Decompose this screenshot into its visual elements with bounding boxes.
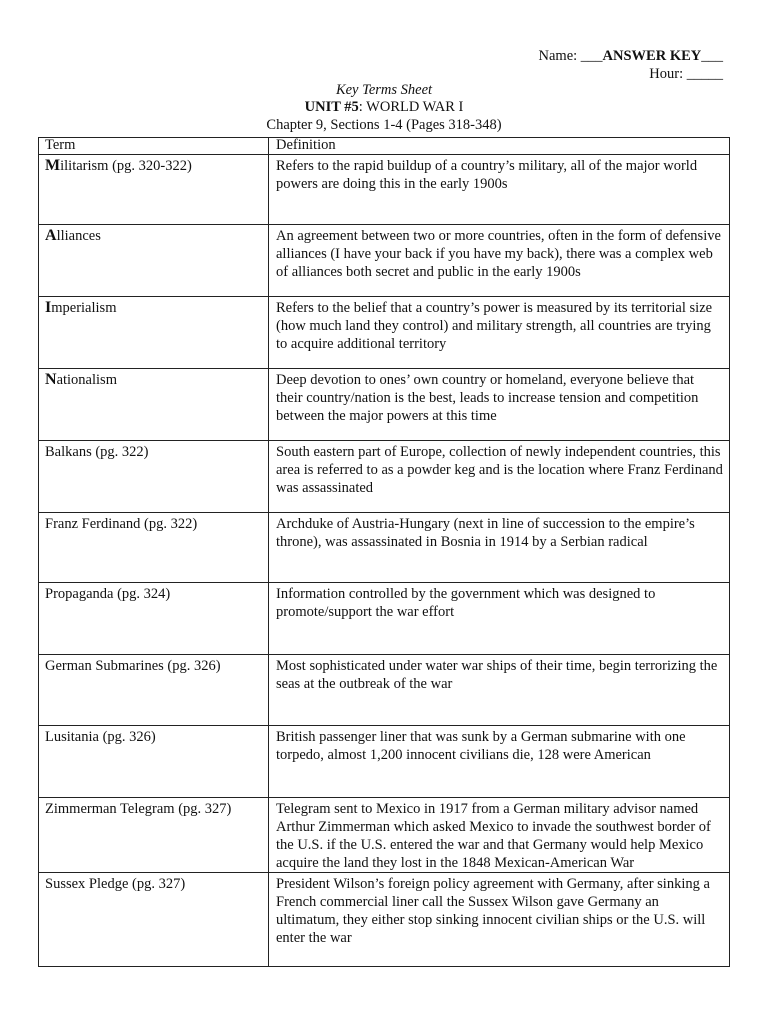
term-text: Zimmerman Telegram (pg. 327) <box>45 801 232 817</box>
name-line <box>539 47 723 65</box>
term-text: Lusitania (pg. 326) <box>45 729 156 745</box>
definition-cell: Refers to the belief that a country’s power is measured by its territorial size (how much land they control) and military strength, all countries are trying to acquire additional territory <box>269 297 730 369</box>
term-text: ationalism <box>56 372 117 388</box>
definition-cell: Telegram sent to Mexico in 1917 from a German military advisor named Arthur Zimmerman which asked Mexico to invade the southwest border of the U.S. if the U.S. entered the war and that Germany would help Mexico acquire the land they lost in the 1848 Mexican-American War <box>269 798 730 873</box>
definition-cell: President Wilson’s foreign policy agreement with Germany, after sinking a French commercial liner call the Sussex Wilson gave Germany an ultimatum, they either stop sinking innocent civilian ships or the U.S. will enter the war <box>269 873 730 967</box>
definition-header: Definition <box>269 138 730 155</box>
term-initial: I <box>45 299 52 316</box>
term-text: lliances <box>56 228 101 244</box>
hour-line: Hour: _____ <box>649 66 723 82</box>
term-text: German Submarines (pg. 326) <box>45 658 221 674</box>
term-text: Propaganda (pg. 324) <box>45 586 171 602</box>
name-trail: ___ <box>701 48 723 64</box>
table-row <box>39 655 730 726</box>
term-text: Franz Ferdinand (pg. 322) <box>45 516 198 532</box>
term-cell <box>39 441 269 513</box>
unit-rest: : WORLD WAR I <box>358 99 464 115</box>
term-header: Term <box>39 138 269 155</box>
sheet-title: Key Terms Sheet <box>335 82 433 98</box>
term-cell <box>39 513 269 583</box>
term-cell <box>39 297 269 369</box>
term-cell <box>39 369 269 441</box>
table-row <box>39 369 730 441</box>
definition-cell: An agreement between two or more countries, often in the form of defensive alliances (I have your back if you have my back), there was a complex web of alliances both secret and public in the early 1900s <box>269 225 730 297</box>
unit-prefix: UNIT #5 <box>304 99 359 115</box>
table-row <box>39 873 730 967</box>
table-row <box>39 225 730 297</box>
term-initial: N <box>45 371 57 388</box>
term-cell <box>39 655 269 726</box>
table-row <box>39 726 730 798</box>
term-cell <box>39 155 269 225</box>
term-cell <box>39 225 269 297</box>
name-value: ANSWER KEY <box>602 48 702 64</box>
table-header-row <box>39 138 730 155</box>
term-text: Sussex Pledge (pg. 327) <box>45 876 186 892</box>
term-cell <box>39 726 269 798</box>
term-initial: A <box>45 227 57 244</box>
term-cell <box>39 873 269 967</box>
chapter-line: Chapter 9, Sections 1-4 (Pages 318-348) <box>266 117 502 133</box>
term-initial: M <box>45 157 61 174</box>
definition-cell: Deep devotion to ones’ own country or homeland, everyone believe that their country/nation is the best, leads to increase tension and competition between the major powers at this time <box>269 369 730 441</box>
table-row <box>39 513 730 583</box>
definition-cell: Refers to the rapid buildup of a country’s military, all of the major world powers are doing this in the early 1900s <box>269 155 730 225</box>
definition-cell: Information controlled by the government which was designed to promote/support the war effort <box>269 583 730 655</box>
name-label: Name: ___ <box>538 48 603 64</box>
table-row <box>39 441 730 513</box>
term-cell <box>39 798 269 873</box>
term-text: mperialism <box>51 300 117 316</box>
definition-cell: British passenger liner that was sunk by a German submarine with one torpedo, almost 1,200 innocent civilians die, 128 were American <box>269 726 730 798</box>
term-text: ilitarism (pg. 320-322) <box>60 158 192 174</box>
unit-title <box>0 99 768 116</box>
term-cell <box>39 583 269 655</box>
term-text: Balkans (pg. 322) <box>45 444 149 460</box>
table-row <box>39 583 730 655</box>
table-row <box>39 297 730 369</box>
table-row <box>39 155 730 225</box>
key-terms-table <box>38 137 730 967</box>
definition-cell: Archduke of Austria-Hungary (next in line of succession to the empire’s throne), was assassinated in Bosnia in 1914 by a Serbian radical <box>269 513 730 583</box>
definition-cell: South eastern part of Europe, collection of newly independent countries, this area is referred to as a powder keg and is the location where Franz Ferdinand was assassinated <box>269 441 730 513</box>
definition-cell: Most sophisticated under water war ships of their time, begin terrorizing the seas at the outbreak of the war <box>269 655 730 726</box>
table-row <box>39 798 730 873</box>
